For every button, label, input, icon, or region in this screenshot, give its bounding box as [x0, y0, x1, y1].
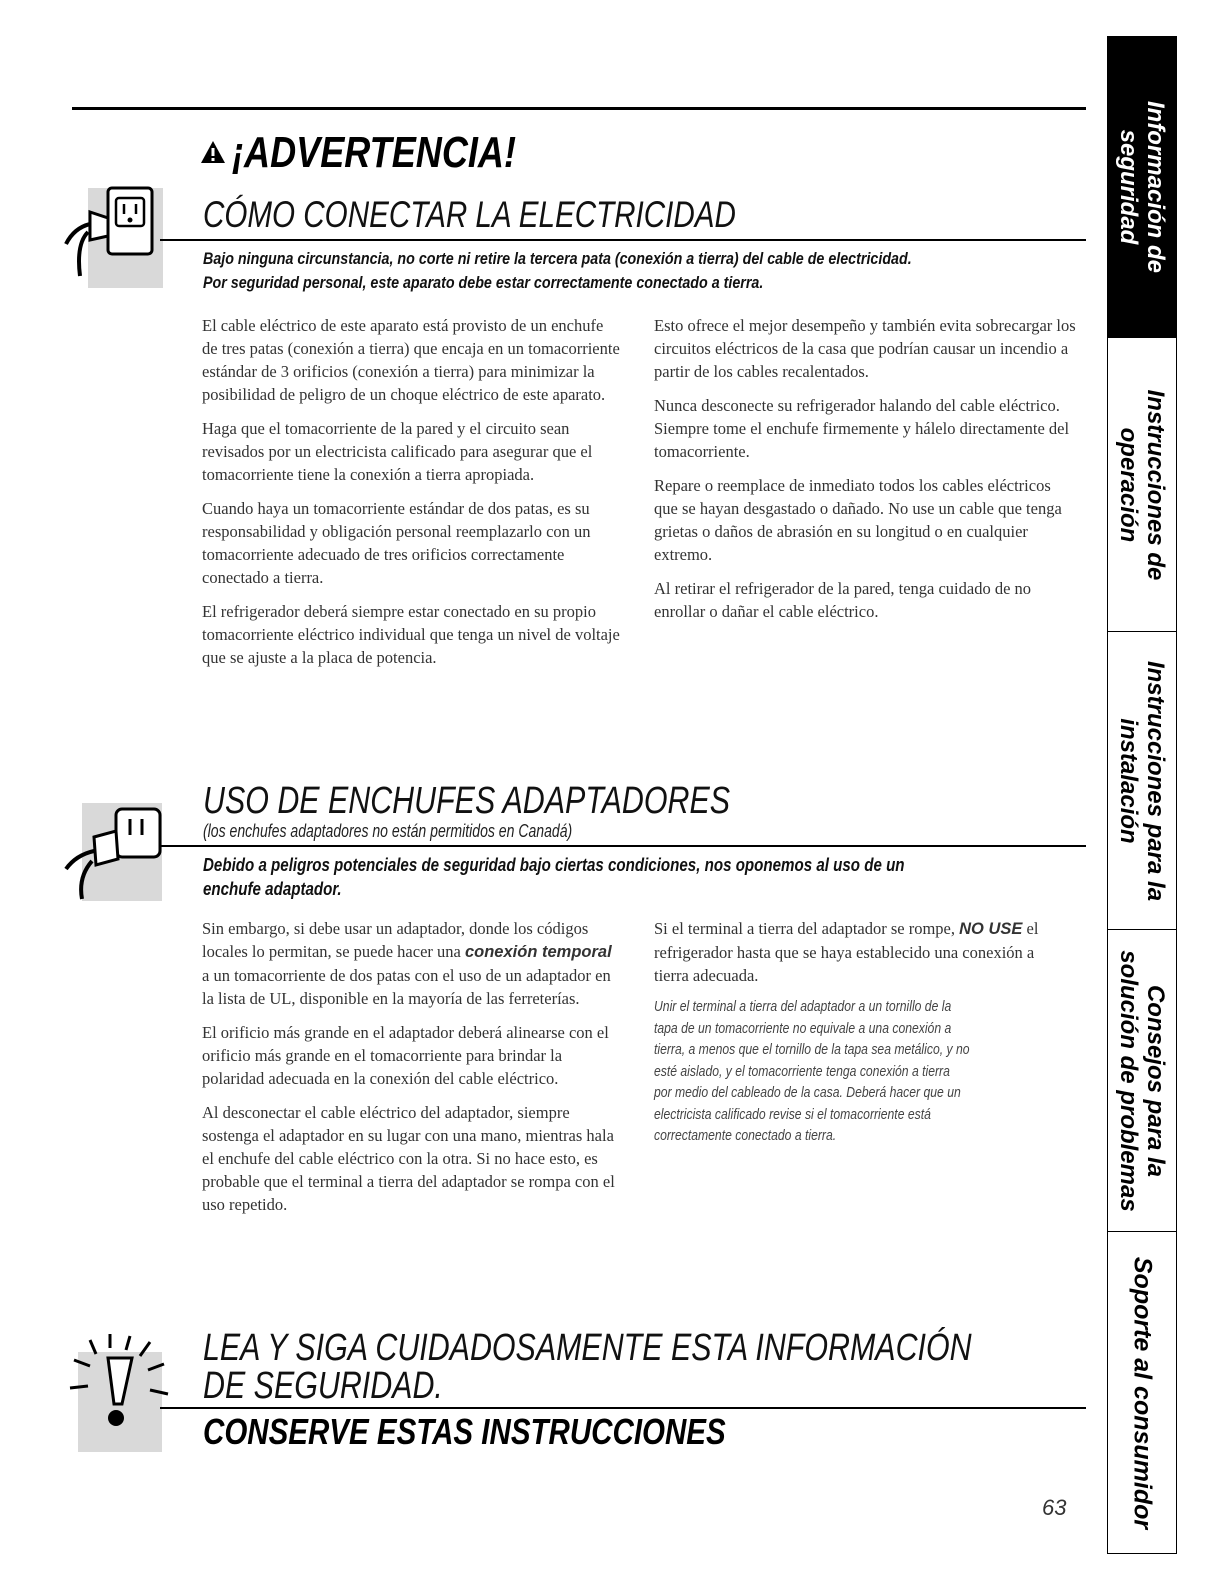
tab-installation-instructions[interactable]: Instrucciones para la instalación — [1107, 632, 1177, 930]
warning-title: ¡ADVERTENCIA! — [232, 128, 516, 177]
section2-right-column — [654, 917, 1069, 998]
plug-outlet-icon — [88, 188, 163, 288]
section-heading-electricity: CÓMO CONECTAR LA ELECTRICIDAD — [203, 194, 736, 235]
section-heading-adapters: USO DE ENCHUFES ADAPTADORES — [203, 780, 731, 822]
section2-note — [654, 997, 1030, 1148]
paragraph: Cuando haya un tomacorriente estándar de dos patas, es su responsabilidad y obligación personal reemplazarlo con un tomacorriente adecuado de tres orificios correctamente conectado a tierra. — [202, 499, 591, 587]
caution-exclamation-icon — [78, 1352, 162, 1452]
warning-triangle-icon — [200, 140, 226, 164]
paragraph: El cable eléctrico de este aparato está provisto de un enchufe de tres patas (conexión a tierra) que encaja en un tomacorriente estándar de 3 orificios (conexión a tierra) para minimizar la posibilidad de peligro de un choque eléctrico de este aparato. — [202, 316, 620, 404]
paragraph: Repare o reemplace de inmediato todos los cables eléctricos que se hayan desgastado o dañado. No use un cable que tenga grietas o daños de abrasión en su longitud o en cualquier extremo. — [654, 476, 1062, 564]
paragraph: Sin embargo, si debe usar un adaptador, donde los códigos locales lo permitan, se puede hacer una conexión temporal a un tomacorriente de dos patas con el uso de un adaptador en la lista de UL, disponible en la mayoría de las ferreterías. — [202, 919, 612, 1008]
section1-rule — [160, 239, 1086, 241]
footer-line2: DE SEGURIDAD. — [203, 1365, 443, 1407]
tab-consumer-support[interactable]: Soporte al consumidor — [1107, 1232, 1177, 1554]
paragraph: El orificio más grande en el adaptador deberá alinearse con el orificio más grande en el tomacorriente para brindar la polaridad adecuada en la conexión del cable eléctrico. — [202, 1023, 609, 1088]
paragraph: Haga que el tomacorriente de la pared y el circuito sean revisados por un electricista calificado para asegurar que el tomacorriente tiene la conexión a tierra apropiada. — [202, 419, 593, 484]
section1-intro-line1: Bajo ninguna circunstancia, no corte ni retire la tercera pata (conexión a tierra) del cable de electricidad. — [203, 249, 912, 268]
note-line: esté aislado, y el tomacorriente tenga conexión a tierra — [654, 1063, 950, 1080]
tab-safety-information[interactable]: Información de seguridad — [1107, 36, 1177, 338]
paragraph: El refrigerador deberá siempre estar conectado en su propio tomacorriente eléctrico individual que tenga un nivel de voltaje que se ajuste a la placa de potencia. — [202, 602, 620, 667]
note-line: tapa de un tomacorriente no equivale a una conexión a — [654, 1020, 952, 1037]
note-line: electricista calificado revise si el tomacorriente está — [654, 1106, 931, 1123]
section2-intro-line2: enchufe adaptador. — [203, 879, 342, 899]
paragraph: Al desconectar el cable eléctrico del adaptador, siempre sostenga el adaptador en su lugar con una mano, mientras hala el enchufe del cable eléctrico con la otra. Si no hace esto, es probable que el terminal a tierra del adaptador se rompa con el uso repetido. — [202, 1103, 615, 1214]
section1-right-column — [654, 314, 1076, 634]
bold-term: conexión temporal — [464, 943, 612, 961]
section2-left-column — [202, 917, 622, 1227]
footer-line1: LEA Y SIGA CUIDADOSAMENTE ESTA INFORMACIÓN — [203, 1327, 972, 1369]
top-rule — [72, 107, 1086, 110]
tab-troubleshooting-tips[interactable]: Consejos para la solución de problemas — [1107, 930, 1177, 1232]
note-line: tierra, a menos que el tornillo de la tapa sea metálico, y no — [654, 1042, 970, 1058]
paragraph: Esto ofrece el mejor desempeño y también evita sobrecargar los circuitos eléctricos de la casa que podrían causar un incendio a partir de los cables recalentados. — [654, 316, 1076, 381]
section2-subheading: (los enchufes adaptadores no están permitidos en Canadá) — [203, 821, 573, 841]
footer-conserve: CONSERVE ESTAS INSTRUCCIONES — [203, 1411, 726, 1452]
section2-rule — [160, 845, 1086, 847]
paragraph: Si el terminal a tierra del adaptador se rompe, NO USE el refrigerador hasta que se haya establecido una conexión a tierra adecuada. — [654, 919, 1039, 985]
note-line: Unir el terminal a tierra del adaptador a un tornillo de la — [654, 999, 952, 1015]
page-number: 63 — [1042, 1495, 1067, 1520]
bold-term: NO USE — [959, 920, 1023, 938]
section2-intro-line1: Debido a peligros potenciales de seguridad bajo ciertas condiciones, nos oponemos al uso de un — [203, 855, 905, 875]
section1-intro-line2: Por seguridad personal, este aparato debe estar correctamente conectado a tierra. — [203, 273, 764, 292]
adapter-plug-icon — [82, 803, 162, 901]
note-line: por medio del cableado de la casa. Deberá hacer que un — [654, 1085, 961, 1101]
section1-left-column — [202, 314, 622, 680]
footer-rule — [160, 1407, 1086, 1409]
paragraph: Al retirar el refrigerador de la pared, tenga cuidado de no enrollar o dañar el cable eléctrico. — [654, 579, 1032, 621]
paragraph: Nunca desconecte su refrigerador halando del cable eléctrico. Siempre tome el enchufe firmemente y hálelo directamente del tomacorriente. — [654, 396, 1070, 461]
note-line: correctamente conectado a tierra. — [654, 1128, 837, 1144]
tab-operating-instructions[interactable]: Instrucciones de operación — [1107, 338, 1177, 632]
